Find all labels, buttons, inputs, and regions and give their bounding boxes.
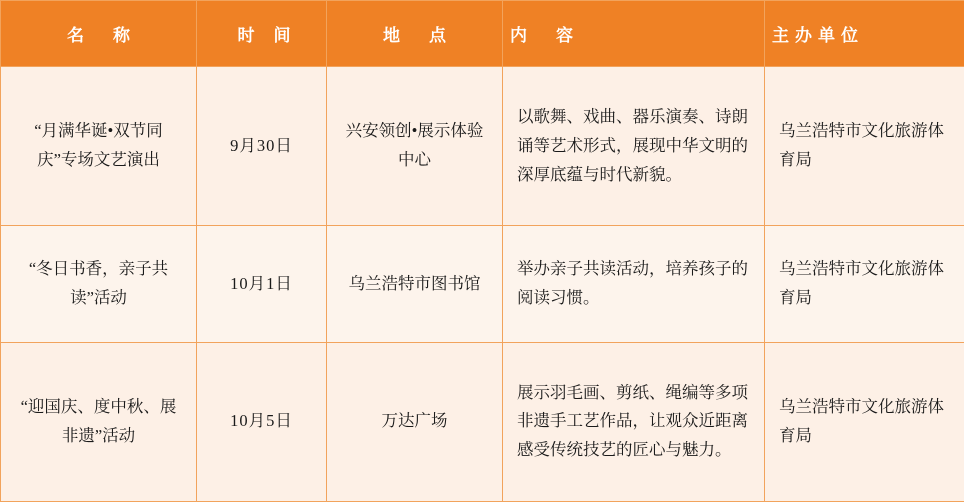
cell-name	[1, 342, 197, 501]
table-row	[1, 226, 964, 343]
cell-content	[503, 226, 765, 343]
cell-place-text: 乌兰浩特市图书馆	[348, 273, 481, 293]
cell-time	[197, 226, 327, 343]
cell-name-text: “冬日书香，亲子共读”活动	[28, 259, 169, 307]
table-header	[1, 1, 964, 67]
cell-organizer	[765, 67, 964, 226]
cell-place	[327, 342, 503, 501]
cell-time-text: 10月1日	[230, 273, 293, 293]
column-header-time: 时 间	[197, 1, 327, 67]
cell-name-text: “月满华诞•双节同庆”专场文艺演出	[34, 121, 163, 170]
cell-time	[197, 342, 327, 501]
cell-organizer	[765, 226, 964, 343]
column-header-place: 地 点	[327, 1, 503, 67]
cell-place-text: 兴安领创•展示体验中心	[345, 121, 484, 170]
cell-organizer-text: 乌兰浩特市文化旅游体育局	[779, 397, 944, 445]
cell-content	[503, 67, 765, 226]
cell-name	[1, 226, 197, 343]
cell-place	[327, 67, 503, 226]
table-body	[1, 67, 964, 502]
cell-time-text: 9月30日	[230, 135, 293, 155]
cell-time	[197, 67, 327, 226]
column-header-content: 内 容	[503, 1, 765, 67]
cell-content-text: 以歌舞、戏曲、器乐演奏、诗朗诵等艺术形式，展现中华文明的深厚底蕴与时代新貌。	[517, 106, 748, 184]
cell-content-text: 举办亲子共读活动，培养孩子的阅读习惯。	[517, 259, 748, 307]
cell-organizer-text: 乌兰浩特市文化旅游体育局	[779, 121, 944, 170]
cell-name-text: “迎国庆、度中秋、展非遗”活动	[20, 397, 177, 445]
table-row	[1, 67, 964, 226]
column-header-name: 名 称	[1, 1, 197, 67]
table-header-row	[1, 1, 964, 67]
cell-time-text: 10月5日	[230, 411, 293, 431]
column-header-organizer: 主办单位	[765, 1, 964, 67]
cell-content-text: 展示羽毛画、剪纸、绳编等多项非遗手工艺作品，让观众近距离感受传统技艺的匠心与魅力。	[517, 382, 748, 460]
cell-organizer-text: 乌兰浩特市文化旅游体育局	[779, 259, 944, 307]
table-row	[1, 342, 964, 501]
cell-content	[503, 342, 765, 501]
cell-place-text: 万达广场	[381, 411, 448, 431]
cell-place	[327, 226, 503, 343]
cell-organizer	[765, 342, 964, 501]
cell-name	[1, 67, 197, 226]
